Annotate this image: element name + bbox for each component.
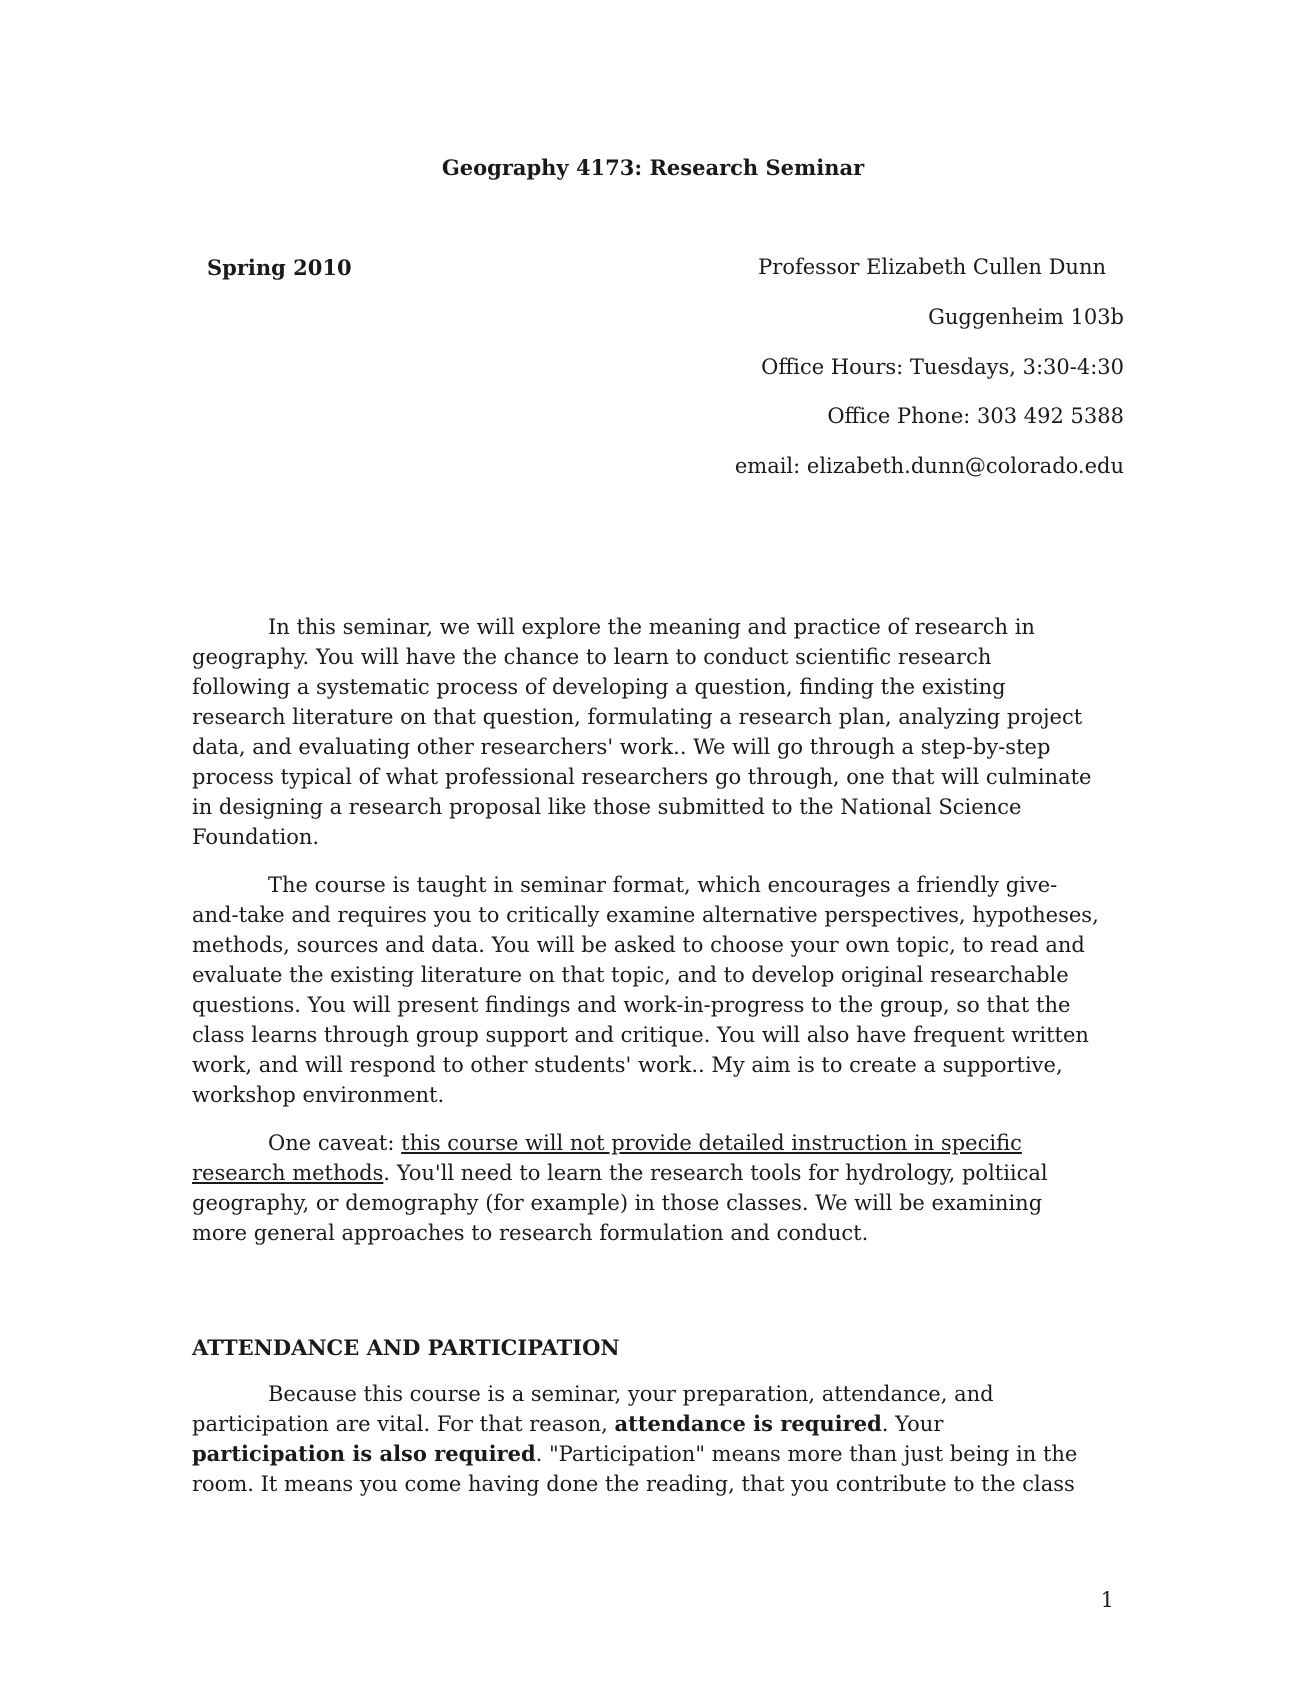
section-heading: ATTENDANCE AND PARTICIPATION (192, 1335, 620, 1360)
paragraph-line (192, 1409, 1122, 1439)
paragraph-line: work, and will respond to other students' work.. My aim is to create a supportive, (192, 1053, 1063, 1077)
attendance-text: participation are vital. For that reason, (192, 1412, 615, 1436)
paragraph-line: In this seminar, we will explore the meaning and practice of research in (268, 615, 1035, 639)
paragraph-line: class learns through group support and critique. You will also have frequent written (192, 1023, 1089, 1047)
paragraph-line: The course is taught in seminar format, which encourages a friendly give- (268, 873, 1058, 897)
paragraph-attendance (192, 1379, 1122, 1499)
paragraph-intro (192, 612, 1122, 852)
paragraph-line: questions. You will present findings and work-in-progress to the group, so that the (192, 993, 1071, 1017)
document-title: Geography 4173: Research Seminar (441, 155, 865, 180)
paragraph-line: evaluate the existing literature on that topic, and to develop original researchable (192, 963, 1069, 987)
paragraph-line: following a systematic process of developing a question, finding the existing (192, 675, 1006, 699)
paragraph-line: and-take and requires you to critically examine alternative perspectives, hypotheses, (192, 903, 1099, 927)
attendance-text-end: . Your (881, 1412, 944, 1436)
paragraph-line: process typical of what professional researchers go through, one that will culminate (192, 765, 1092, 789)
paragraph-caveat (192, 1128, 1122, 1248)
paragraph-line: Foundation. (192, 825, 320, 849)
caveat-lead: One caveat: (268, 1131, 402, 1155)
paragraph-line (192, 1439, 1122, 1469)
attendance-emphasis: attendance is required (614, 1411, 882, 1436)
paragraph-line: workshop environment. (192, 1083, 445, 1107)
office-location: Guggenheim 103b (928, 305, 1124, 329)
caveat-continued: . You'll need to learn the research tools for hydrology, poltiical (383, 1161, 1048, 1185)
paragraph-line: data, and evaluating other researchers' work.. We will go through a step-by-step (192, 735, 1051, 759)
participation-emphasis: participation is also required (192, 1441, 536, 1466)
paragraph-format (192, 870, 1122, 1110)
paragraph-line (192, 1158, 1122, 1188)
paragraph-line: more general approaches to research formulation and conduct. (192, 1221, 869, 1245)
professor-name: Professor Elizabeth Cullen Dunn (758, 255, 1106, 279)
caveat-underlined: this course will not provide detailed instruction in specific (401, 1131, 1022, 1155)
participation-text: . "Participation" means more than just being in the (535, 1442, 1078, 1466)
email-address: email: elizabeth.dunn@colorado.edu (734, 454, 1124, 478)
paragraph-line: research literature on that question, formulating a research plan, analyzing project (192, 705, 1083, 729)
paragraph-line: room. It means you come having done the reading, that you contribute to the class (192, 1472, 1075, 1496)
office-hours: Office Hours: Tuesdays, 3:30-4:30 (761, 355, 1124, 379)
office-phone: Office Phone: 303 492 5388 (827, 404, 1124, 428)
term-label: Spring 2010 (207, 255, 352, 280)
caveat-underlined-end: research methods (192, 1161, 384, 1185)
paragraph-line: Because this course is a seminar, your preparation, attendance, and (268, 1382, 994, 1406)
page-number: 1 (1100, 1588, 1114, 1612)
paragraph-line: geography. You will have the chance to learn to conduct scientific research (192, 645, 992, 669)
paragraph-line: in designing a research proposal like those submitted to the National Science (192, 795, 1022, 819)
paragraph-line: geography, or demography (for example) in those classes. We will be examining (192, 1191, 1043, 1215)
paragraph-line: methods, sources and data. You will be asked to choose your own topic, to read and (192, 933, 1085, 957)
paragraph-line (192, 1128, 1122, 1158)
